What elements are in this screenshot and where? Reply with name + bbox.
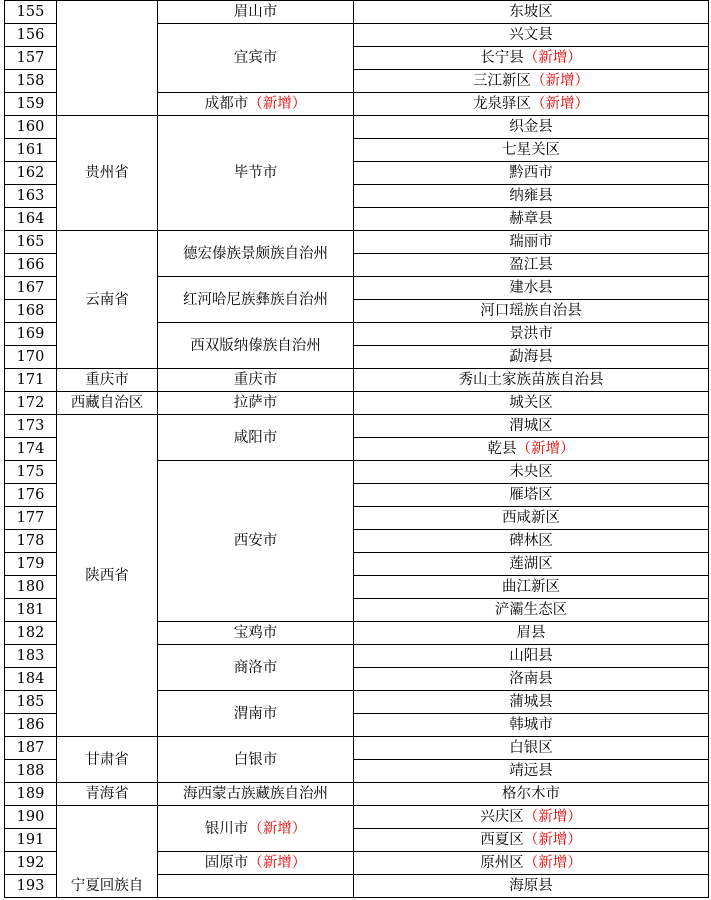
row-number-cell: 161	[5, 139, 57, 162]
district-cell	[354, 622, 709, 645]
district-cell	[354, 162, 709, 185]
district-cell	[354, 507, 709, 530]
city-name: 红河哈尼族彝族自治州	[183, 291, 328, 308]
district-cell	[354, 185, 709, 208]
city-cell	[158, 369, 354, 392]
district-name: 景洪市	[509, 326, 553, 342]
row-number-cell: 177	[5, 507, 57, 530]
row-number-cell: 165	[5, 231, 57, 254]
row-number-cell: 182	[5, 622, 57, 645]
province-cell: 贵州省	[57, 116, 158, 231]
district-name: 兴文县	[509, 27, 553, 43]
pilot-list-table	[4, 0, 709, 898]
row-number-cell: 156	[5, 24, 57, 47]
district-name: 建水县	[509, 280, 553, 296]
district-cell	[354, 231, 709, 254]
district-cell	[354, 576, 709, 599]
row-number-cell: 190	[5, 806, 57, 829]
district-cell	[354, 208, 709, 231]
row-number-cell: 183	[5, 645, 57, 668]
province-cell: 云南省	[57, 231, 158, 369]
district-cell	[354, 668, 709, 691]
row-number-cell: 184	[5, 668, 57, 691]
table-row	[5, 737, 709, 760]
row-number-cell: 162	[5, 162, 57, 185]
city-cell	[158, 852, 354, 875]
new-tag: （新增）	[516, 441, 575, 457]
city-cell	[158, 645, 354, 691]
district-cell	[354, 530, 709, 553]
new-tag: （新增）	[523, 50, 582, 66]
row-number-cell: 155	[5, 1, 57, 24]
district-cell	[354, 691, 709, 714]
city-cell	[158, 323, 354, 369]
district-name: 曲江新区	[502, 579, 560, 595]
city-name: 重庆市	[233, 372, 278, 388]
table-row	[5, 806, 709, 829]
city-name: 银川市	[204, 820, 249, 837]
city-name: 眉山市	[233, 4, 278, 20]
table-row	[5, 231, 709, 254]
new-tag: （新增）	[523, 855, 582, 871]
city-name: 咸阳市	[233, 429, 278, 446]
city-cell	[158, 691, 354, 737]
district-name: 蒲城县	[509, 694, 553, 710]
city-name: 西安市	[233, 533, 278, 549]
district-name: 秀山土家族苗族自治县	[458, 372, 604, 388]
city-name: 商洛市	[233, 659, 278, 676]
city-name: 拉萨市	[233, 395, 278, 411]
new-tag: （新增）	[523, 809, 582, 825]
district-cell	[354, 47, 709, 70]
district-name: 韩城市	[509, 717, 553, 733]
province-cell	[57, 1, 158, 116]
district-name: 瑞丽市	[509, 234, 553, 250]
table-row	[5, 415, 709, 438]
district-cell	[354, 461, 709, 484]
city-name: 白银市	[233, 751, 278, 768]
table-row	[5, 783, 709, 806]
district-cell	[354, 714, 709, 737]
district-cell	[354, 300, 709, 323]
row-number-cell: 188	[5, 760, 57, 783]
city-cell	[158, 1, 354, 24]
province-cell: 甘肃省	[57, 737, 158, 783]
row-number-cell: 187	[5, 737, 57, 760]
district-name: 格尔木市	[502, 786, 560, 802]
row-number-cell: 186	[5, 714, 57, 737]
table-row	[5, 116, 709, 139]
district-cell	[354, 369, 709, 392]
table-row	[5, 1, 709, 24]
row-number-cell: 159	[5, 93, 57, 116]
district-name: 纳雍县	[509, 188, 553, 204]
row-number-cell: 170	[5, 346, 57, 369]
district-name: 山阳县	[509, 648, 553, 664]
district-cell	[354, 116, 709, 139]
district-cell	[354, 645, 709, 668]
district-cell	[354, 323, 709, 346]
district-cell	[354, 438, 709, 461]
new-tag: （新增）	[523, 832, 582, 848]
city-cell	[158, 93, 354, 116]
city-cell	[158, 783, 354, 806]
district-name: 盈江县	[509, 257, 553, 273]
district-cell	[354, 139, 709, 162]
row-number-cell: 157	[5, 47, 57, 70]
city-cell	[158, 231, 354, 277]
row-number-cell: 175	[5, 461, 57, 484]
district-cell	[354, 93, 709, 116]
city-cell	[158, 737, 354, 783]
province-cell: 陕西省	[57, 415, 158, 737]
new-tag: （新增）	[248, 96, 307, 112]
district-name: 七星关区	[502, 142, 560, 158]
row-number-cell: 168	[5, 300, 57, 323]
district-name: 河口瑶族自治县	[480, 303, 582, 319]
row-number-cell: 172	[5, 392, 57, 415]
new-tag: （新增）	[248, 855, 307, 871]
district-cell	[354, 415, 709, 438]
district-cell	[354, 737, 709, 760]
district-name: 雁塔区	[509, 487, 553, 503]
district-name: 三江新区	[473, 73, 531, 89]
city-name: 德宏傣族景颇族自治州	[183, 245, 328, 262]
row-number-cell: 178	[5, 530, 57, 553]
district-name: 原州区	[480, 855, 524, 871]
district-cell	[354, 392, 709, 415]
district-cell	[354, 254, 709, 277]
district-name: 浐灞生态区	[494, 602, 568, 618]
city-cell	[158, 277, 354, 323]
row-number-cell: 180	[5, 576, 57, 599]
district-name: 碑林区	[509, 533, 553, 549]
district-cell	[354, 70, 709, 93]
district-cell	[354, 346, 709, 369]
city-cell	[158, 806, 354, 852]
district-name: 织金县	[509, 119, 553, 135]
city-name: 毕节市	[233, 165, 278, 181]
district-name: 眉县	[516, 625, 546, 641]
district-cell	[354, 852, 709, 875]
city-name: 渭南市	[233, 705, 278, 722]
city-cell	[158, 622, 354, 645]
row-number-cell: 167	[5, 277, 57, 300]
new-tag: （新增）	[531, 73, 589, 89]
row-number-cell: 185	[5, 691, 57, 714]
row-number-cell: 173	[5, 415, 57, 438]
row-number-cell: 169	[5, 323, 57, 346]
row-number-cell: 192	[5, 852, 57, 875]
province-cell: 西藏自治区	[57, 392, 158, 415]
district-name: 城关区	[509, 395, 553, 411]
table-row	[5, 392, 709, 415]
city-cell	[158, 392, 354, 415]
district-cell	[354, 875, 709, 898]
district-name: 西夏区	[480, 832, 524, 848]
province-cell: 宁夏回族自	[57, 806, 158, 898]
city-cell	[158, 116, 354, 231]
district-name: 勐海县	[509, 349, 553, 365]
row-number-cell: 176	[5, 484, 57, 507]
table-row	[5, 369, 709, 392]
table-body	[5, 1, 709, 898]
district-name: 长宁县	[480, 50, 524, 66]
city-name: 西双版纳傣族自治州	[190, 337, 321, 354]
row-number-cell: 193	[5, 875, 57, 898]
city-name: 宝鸡市	[233, 625, 278, 641]
city-name: 固原市	[204, 855, 249, 871]
district-name: 渭城区	[509, 418, 553, 434]
district-cell	[354, 1, 709, 24]
district-cell	[354, 783, 709, 806]
district-cell	[354, 553, 709, 576]
district-name: 乾县	[487, 441, 517, 457]
district-cell	[354, 484, 709, 507]
province-cell: 重庆市	[57, 369, 158, 392]
district-cell	[354, 760, 709, 783]
district-name: 洛南县	[509, 671, 553, 687]
district-name: 赫章县	[509, 211, 553, 227]
district-name: 海原县	[509, 878, 553, 894]
new-tag: （新增）	[531, 96, 589, 112]
district-cell	[354, 24, 709, 47]
district-name: 未央区	[509, 464, 553, 480]
district-cell	[354, 277, 709, 300]
city-name: 宜宾市	[233, 50, 278, 66]
district-name: 东坡区	[509, 4, 553, 20]
district-cell	[354, 599, 709, 622]
new-tag: （新增）	[248, 820, 307, 837]
district-name: 黔西市	[509, 165, 553, 181]
province-cell: 青海省	[57, 783, 158, 806]
district-name: 白银区	[509, 740, 553, 756]
row-number-cell: 191	[5, 829, 57, 852]
row-number-cell: 179	[5, 553, 57, 576]
row-number-cell: 164	[5, 208, 57, 231]
row-number-cell: 160	[5, 116, 57, 139]
district-name: 龙泉驿区	[473, 96, 531, 112]
row-number-cell: 189	[5, 783, 57, 806]
city-cell	[158, 461, 354, 622]
row-number-cell: 171	[5, 369, 57, 392]
district-name: 靖远县	[509, 763, 553, 779]
city-cell	[158, 875, 354, 898]
district-name: 兴庆区	[480, 809, 524, 825]
district-cell	[354, 806, 709, 829]
city-cell	[158, 24, 354, 93]
row-number-cell: 181	[5, 599, 57, 622]
city-name: 成都市	[204, 96, 249, 112]
city-name: 海西蒙古族藏族自治州	[183, 786, 328, 802]
district-name: 西咸新区	[502, 510, 560, 526]
district-name: 莲湖区	[509, 556, 553, 572]
row-number-cell: 174	[5, 438, 57, 461]
row-number-cell: 166	[5, 254, 57, 277]
row-number-cell: 163	[5, 185, 57, 208]
row-number-cell: 158	[5, 70, 57, 93]
district-cell	[354, 829, 709, 852]
city-cell	[158, 415, 354, 461]
